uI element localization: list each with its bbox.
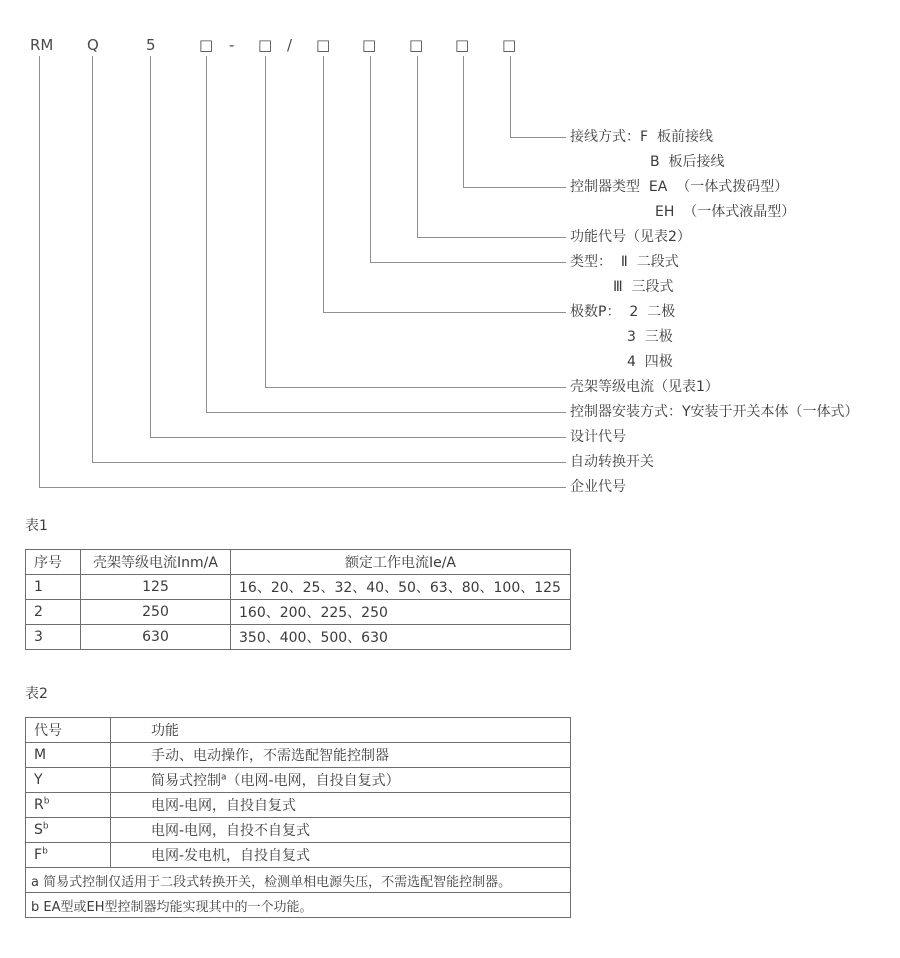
code-placeholder-box: □ bbox=[199, 36, 214, 54]
label-ats: 自动转换开关 bbox=[570, 454, 654, 470]
cell-index: 2 bbox=[26, 600, 81, 625]
table1-row bbox=[26, 600, 571, 625]
cell-frame-current: 630 bbox=[81, 625, 231, 650]
footnote-b: b EA型或EH型控制器均能实现其中的一个功能。 bbox=[26, 893, 571, 918]
cell-function-code: Y bbox=[26, 768, 111, 793]
table1-frame-current bbox=[25, 549, 571, 650]
code-segment-q: Q bbox=[87, 36, 99, 54]
cell-rated-current: 350、400、500、630 bbox=[231, 625, 571, 650]
label-company-code: 企业代号 bbox=[570, 479, 626, 495]
code-placeholder-box: □ bbox=[258, 36, 273, 54]
code-superscript: b bbox=[43, 796, 50, 807]
code-superscript: b bbox=[42, 846, 48, 857]
label-function-code: 功能代号（见表2） bbox=[570, 229, 691, 245]
cell-function-code: $R^b$ bbox=[26, 793, 111, 818]
table2-row bbox=[26, 793, 571, 818]
table2-header-row bbox=[26, 718, 571, 743]
label-controller-type-2: EH （一体式液晶型） bbox=[655, 204, 796, 220]
cell-rated-current: 16、20、25、32、40、50、63、80、100、125 bbox=[231, 575, 571, 600]
table1-row bbox=[26, 625, 571, 650]
desc-superscript: a bbox=[221, 772, 227, 783]
table2-footnote-row bbox=[26, 893, 571, 918]
label-controller-mounting: 控制器安装方式：Y安装于开关本体（一体式） bbox=[570, 404, 859, 420]
label-poles-2: 3 三极 bbox=[627, 329, 673, 345]
code-placeholder-box: □ bbox=[455, 36, 470, 54]
table2-function-codes bbox=[25, 717, 571, 918]
table2-footnote-row bbox=[26, 868, 571, 893]
cell-function-desc: 电网-发电机，自投自复式 bbox=[111, 843, 571, 868]
connector-line bbox=[510, 56, 566, 138]
cell-index: 3 bbox=[26, 625, 81, 650]
footnote-a: a 简易式控制仅适用于二段式转换开关，检测单相电源失压，不需选配智能控制器。 bbox=[26, 868, 571, 893]
cell-function-code: $F^b$ bbox=[26, 843, 111, 868]
table1-header-rated-current: 额定工作电流Ie/A bbox=[231, 550, 571, 575]
cell-function-desc: 手动、电动操作，不需选配智能控制器 bbox=[111, 743, 571, 768]
label-type: 类型： Ⅱ 二段式 bbox=[570, 254, 679, 270]
label-frame-current: 壳架等级电流（见表1） bbox=[570, 379, 719, 395]
code-segment-5: 5 bbox=[146, 36, 156, 54]
code-placeholder-box: □ bbox=[316, 36, 331, 54]
cell-function-code: M bbox=[26, 743, 111, 768]
code-placeholder-box: □ bbox=[409, 36, 424, 54]
label-type-2: Ⅲ 三段式 bbox=[613, 279, 674, 295]
cell-rated-current: 160、200、225、250 bbox=[231, 600, 571, 625]
table2-header-code: 代号 bbox=[26, 718, 111, 743]
label-wiring-method: 接线方式：F 板前接线 bbox=[570, 129, 713, 145]
table1-caption: 表1 bbox=[25, 518, 48, 534]
table2-row bbox=[26, 818, 571, 843]
table2-caption: 表2 bbox=[25, 686, 48, 702]
cell-frame-current: 250 bbox=[81, 600, 231, 625]
label-controller-type: 控制器类型 EA （一体式拨码型） bbox=[570, 179, 789, 195]
label-poles-3: 4 四极 bbox=[627, 354, 673, 370]
table1-row bbox=[26, 575, 571, 600]
cell-function-desc: 电网-电网，自投自复式 bbox=[111, 793, 571, 818]
code-placeholder-box: □ bbox=[502, 36, 517, 54]
code-slash: / bbox=[287, 36, 293, 54]
code-segment-rm: RM bbox=[30, 36, 54, 54]
code-superscript: b bbox=[42, 821, 49, 832]
table1-header-index: 序号 bbox=[26, 550, 81, 575]
table2-row bbox=[26, 843, 571, 868]
code-placeholder-box: □ bbox=[362, 36, 377, 54]
cell-frame-current: 125 bbox=[81, 575, 231, 600]
cell-function-desc: 简易式控制$^a$（电网-电网，自投自复式） bbox=[111, 768, 571, 793]
table1-header-row bbox=[26, 550, 571, 575]
table2-header-function: 功能 bbox=[111, 718, 571, 743]
label-design-code: 设计代号 bbox=[570, 429, 626, 445]
code-hyphen: - bbox=[229, 36, 235, 54]
table1-header-frame-current: 壳架等级电流Inm/A bbox=[81, 550, 231, 575]
label-wiring-method-2: B 板后接线 bbox=[650, 154, 725, 170]
cell-function-desc: 电网-电网，自投不自复式 bbox=[111, 818, 571, 843]
cell-function-code: $S^b$ bbox=[26, 818, 111, 843]
cell-index: 1 bbox=[26, 575, 81, 600]
table2-row bbox=[26, 743, 571, 768]
table2-row bbox=[26, 768, 571, 793]
label-poles: 极数P： 2 二极 bbox=[570, 304, 676, 320]
